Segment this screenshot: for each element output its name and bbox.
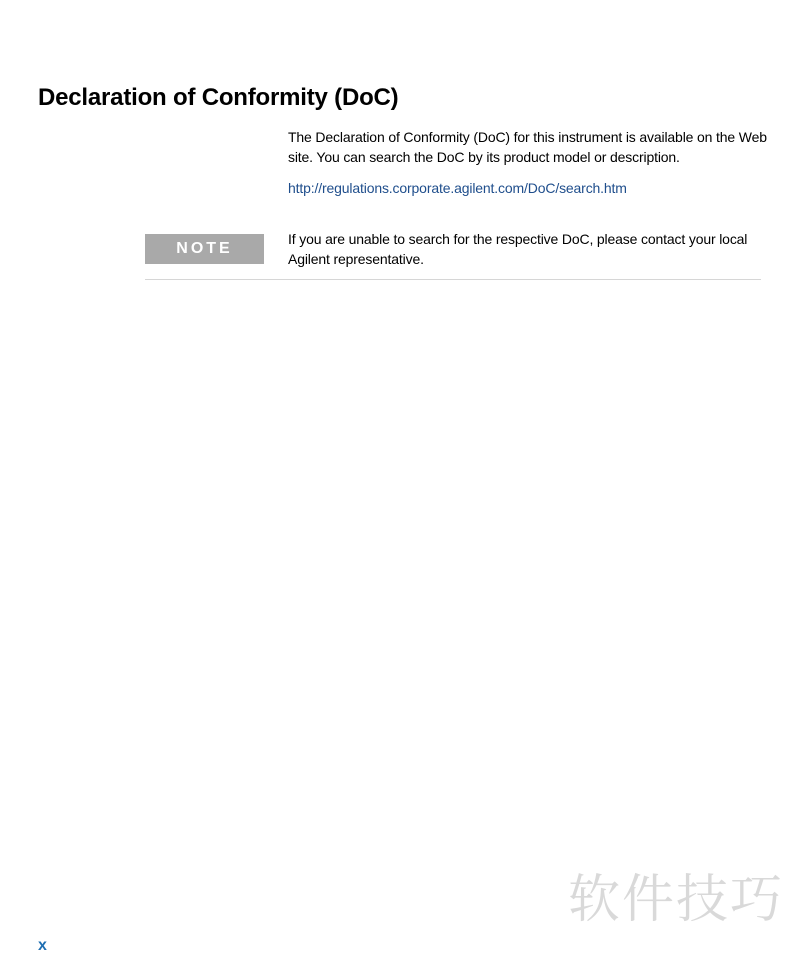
watermark-text: 软件技巧 <box>568 870 785 930</box>
doc-search-link[interactable]: http://regulations.corporate.agilent.com/DoC/search.htm <box>288 180 627 196</box>
doc-availability-paragraph: The Declaration of Conformity (DoC) for this instrument is available on the Web site. You can search the DoC by its product model or description. <box>288 129 767 165</box>
note-text: If you are unable to search for the respective DoC, please contact your local Agilent representative. <box>288 231 748 267</box>
section-heading: Declaration of Conformity (DoC) <box>38 84 399 111</box>
note-divider <box>145 279 761 280</box>
note-label: NOTE <box>145 234 264 264</box>
page-number: x <box>38 937 47 954</box>
